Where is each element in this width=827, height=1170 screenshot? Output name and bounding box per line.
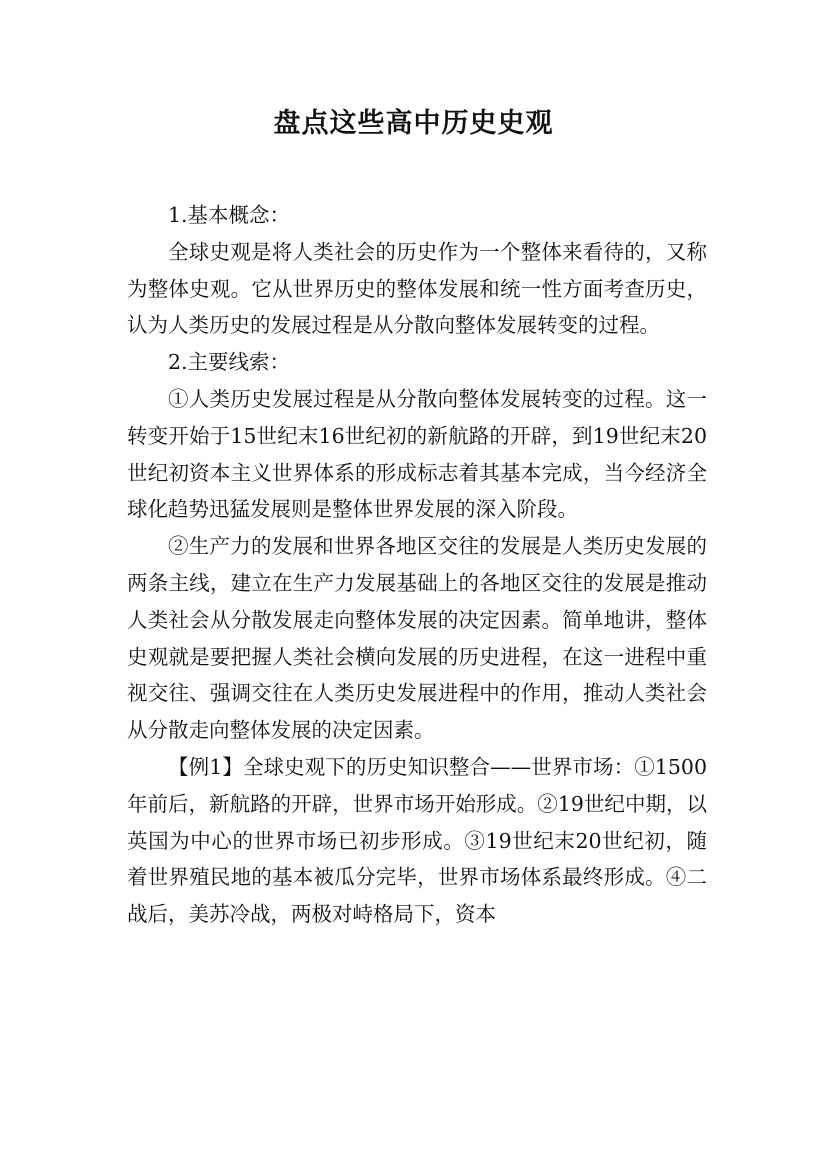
paragraph-global-history-definition: 全球史观是将人类社会的历史作为一个整体来看待的，又称为整体史观。它从世界历史的整体发展和统一性方面考查历史，认为人类历史的发展过程是从分散向整体发展转变的过程。 [127, 239, 707, 338]
document-body [127, 197, 707, 933]
paragraph-thread-two: ②生产力的发展和世界各地区交往的发展是人类历史发展的两条主线，建立在生产力发展基础上的各地区交往的发展是推动人类社会从分散发展走向整体发展的决定因素。简单地讲，整体史观就是要把握人类社会横向发展的历史进程，在这一进程中重视交往、强调交往在人类历史发展进程中的作用，推动人类社会从分散走向整体发展的决定因素。 [127, 534, 707, 743]
paragraph-heading-main-threads: 2.主要线索： [168, 350, 291, 375]
paragraph-heading-basic-concept: 1.基本概念： [168, 203, 291, 227]
document-title: 盘点这些高中历史史观 [273, 108, 554, 139]
paragraph-thread-one: ①人类历史发展过程是从分散向整体发展转变的过程。这一转变开始于15世纪末16世纪初的新航路的开辟，到19世纪末20世纪初资本主义世界体系的形成标志着其基本完成，当今经济全球化趋势迅猛发展则是整体世界发展的深入阶段。 [127, 386, 707, 522]
paragraph-example-one: 【例1】全球史观下的历史知识整合——世界市场：①1500年前后，新航路的开辟，世界市场开始形成。②19世纪中期，以英国为中心的世界市场已初步形成。③19世纪末20世纪初，随着世界殖民地的基本被瓜分完毕，世界市场体系最终形成。④二战后，美苏冷战，两极对峙格局下，资本 [127, 754, 707, 927]
